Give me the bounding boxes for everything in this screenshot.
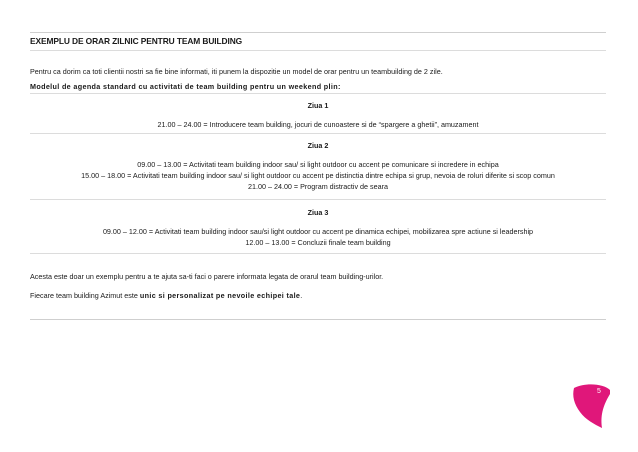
schedule-item: 21.00 – 24.00 = Introducere team building, jocuri de cunoastere si de “spargere a ghetii”, amuzament: [157, 120, 479, 129]
day-3-block: [30, 207, 606, 248]
divider: [30, 133, 606, 134]
schedule-item: 15.00 – 18.00 = Activitati team building indoor sau/ si light outdoor cu accent pe distinctia dintre echipa si grup, nevoia de roluri diferite si scop comun: [81, 171, 555, 180]
agenda-subtitle: Modelul de agenda standard cu activitati de team building pentru un weekend plin:: [30, 82, 341, 91]
day-2-block: [30, 140, 606, 192]
intro-paragraph: Pentru ca dorim ca toti clientii nostri sa fie bine informati, iti punem la dispozitie un model de orar pentru un teambuilding de 2 zile.: [30, 67, 443, 76]
day-label: Ziua 1: [307, 101, 329, 110]
divider: [30, 50, 606, 51]
divider: [30, 93, 606, 94]
closing-suffix: .: [300, 291, 303, 300]
outro-paragraph: Acesta este doar un exemplu pentru a te ajuta sa-ti faci o parere informata legata de orarul team building-urilor.: [30, 272, 384, 281]
day-1-block: [30, 100, 606, 130]
schedule-item: 09.00 – 12.00 = Activitati team building indoor sau/si light outdoor cu accent pe dinamica echipei, mobilizarea spre actiune si leadership: [102, 227, 534, 236]
schedule-item: 09.00 – 13.00 = Activitati team building indoor sau/ si light outdoor cu accent pe comunicare si incredere in echipa: [137, 160, 499, 169]
day-label: Ziua 2: [307, 141, 329, 150]
closing-prefix: Fiecare team building Azimut este: [30, 291, 140, 300]
closing-paragraph: [30, 290, 606, 301]
schedule-item: 21.00 – 24.00 = Program distractiv de seara: [247, 182, 389, 191]
schedule-item: 12.00 – 13.00 = Concluzii finale team building: [245, 238, 391, 247]
divider: [30, 253, 606, 254]
closing-emphasis: unic si personalizat pe nevoile echipei tale: [139, 291, 301, 300]
page-title: EXEMPLU DE ORAR ZILNIC PENTRU TEAM BUILDING: [30, 36, 243, 46]
divider: [30, 199, 606, 200]
page-number: 5: [597, 388, 601, 395]
day-label: Ziua 3: [307, 208, 329, 217]
